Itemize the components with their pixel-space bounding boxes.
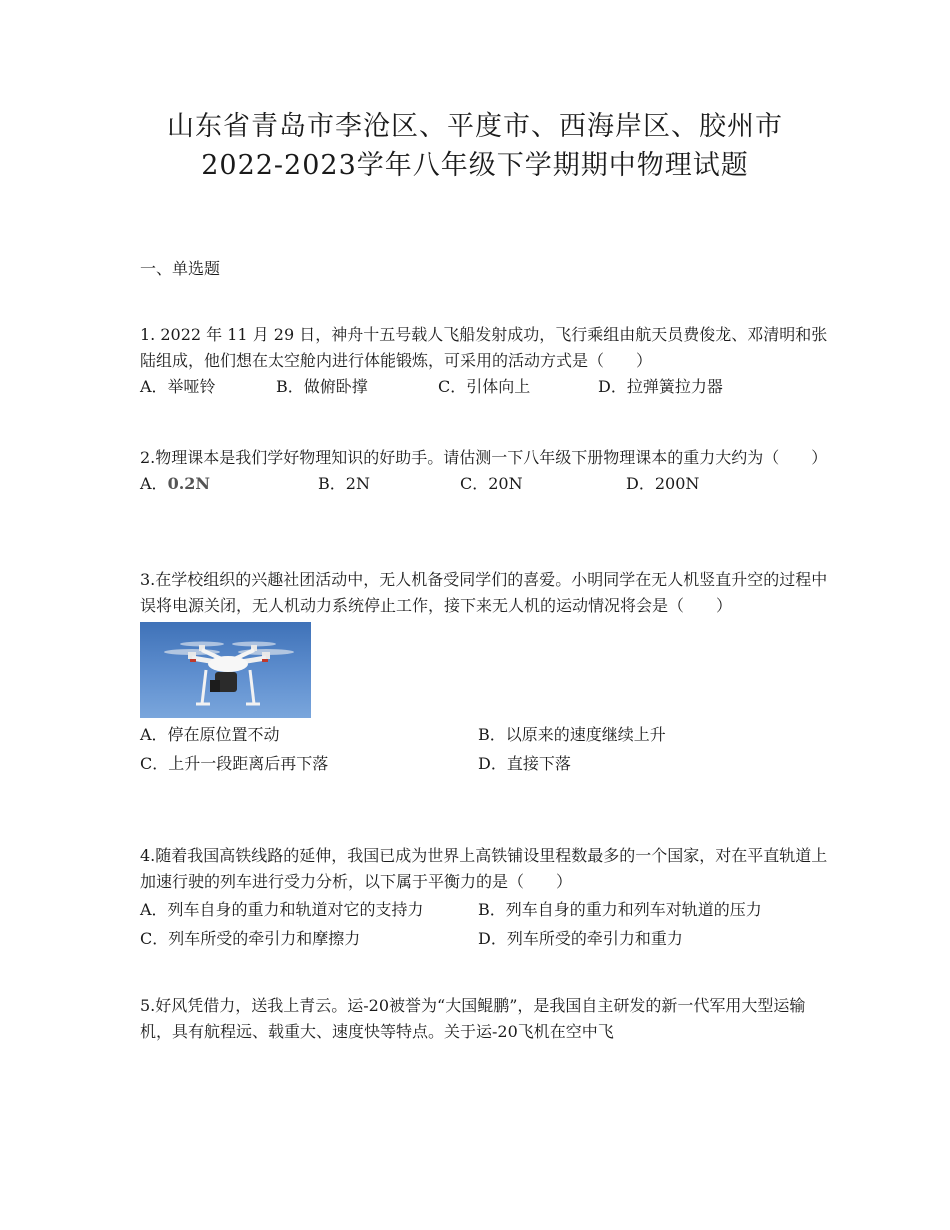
option-c: C．上升一段距离后再下落 xyxy=(140,754,329,773)
option-d: D．列车所受的牵引力和重力 xyxy=(478,929,683,948)
question-3 xyxy=(140,567,840,776)
drone-icon xyxy=(140,622,311,718)
options-row xyxy=(140,471,840,499)
option-d: D．拉弹簧拉力器 xyxy=(598,377,723,396)
option-d: D．直接下落 xyxy=(478,754,571,773)
question-stem: 1. 2022 年 11 月 29 日，神舟十五号载人飞船发射成功，飞行乘组由航天员费俊龙、邓清明和张陆组成，他们想在太空舱内进行体能锻炼，可采用的活动方式是（ ） xyxy=(140,325,828,370)
option-a: A．停在原位置不动 xyxy=(140,725,280,744)
option-a xyxy=(140,471,210,497)
option-b: B．2N xyxy=(318,474,370,493)
question-stem: 5.好风凭借力，送我上青云。运-20被誉为“大国鲲鹏”，是我国自主研发的新一代军用大型运输机，具有航程远、载重大、速度快等特点。关于运-20飞机在空中飞 xyxy=(140,996,806,1041)
title-line-1: 山东省青岛市李沧区、平度市、西海岸区、胶州市 xyxy=(167,111,783,142)
option-a: A．举哑铃 xyxy=(140,377,216,396)
option-d: D．200N xyxy=(626,474,700,493)
question-1 xyxy=(140,322,840,402)
question-stem: 4.随着我国高铁线路的延伸，我国已成为世界上高铁铺设里程数最多的一个国家，对在平直轨道上加速行驶的列车进行受力分析，以下属于平衡力的是（ ） xyxy=(140,846,828,891)
option-a: A．列车自身的重力和轨道对它的支持力 xyxy=(140,900,424,919)
options-row xyxy=(140,895,840,924)
drone-photo xyxy=(140,622,311,718)
option-a-value: 0.2N xyxy=(167,474,211,493)
option-b: B．以原来的速度继续上升 xyxy=(478,725,666,744)
option-a-letter: A． xyxy=(140,474,168,493)
option-c: C．列车所受的牵引力和摩擦力 xyxy=(140,929,361,948)
title-line-2: 2022-2023学年八年级下学期期中物理试题 xyxy=(201,150,749,181)
option-b: B．做俯卧撑 xyxy=(276,377,368,396)
question-5 xyxy=(140,993,810,1045)
option-b: B．列车自身的重力和列车对轨道的压力 xyxy=(478,900,762,919)
options-row xyxy=(140,747,840,776)
question-2 xyxy=(140,445,840,499)
question-4 xyxy=(140,843,840,953)
option-c: C．引体向上 xyxy=(438,377,531,396)
question-stem: 2.物理课本是我们学好物理知识的好助手。请估测一下八年级下册物理课本的重力大约为（ ） xyxy=(140,448,828,467)
options-row xyxy=(140,924,840,953)
question-stem: 3.在学校组织的兴趣社团活动中，无人机备受同学们的喜爱。小明同学在无人机竖直升空的过程中误将电源关闭，无人机动力系统停止工作，接下来无人机的运动情况将会是（ ） xyxy=(140,570,828,615)
options-row xyxy=(140,718,840,747)
option-c: C．20N xyxy=(460,474,523,493)
section-heading: 一、单选题 xyxy=(140,259,221,278)
options-row xyxy=(140,374,840,402)
